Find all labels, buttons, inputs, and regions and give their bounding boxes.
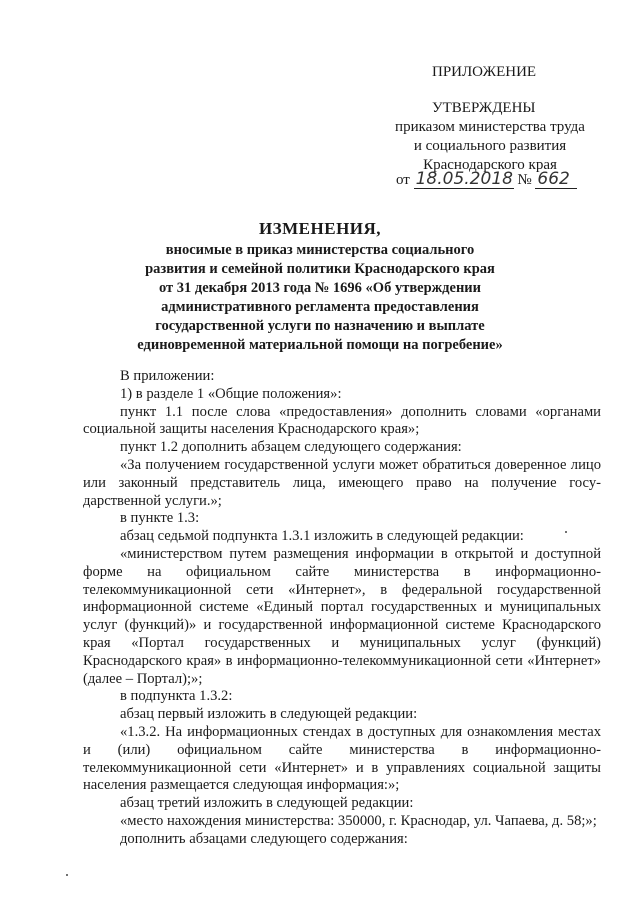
order-number-value: 662 (535, 170, 577, 189)
title-line-1: вносимые в приказ министерства социального (165, 242, 475, 258)
date-prefix: от (396, 172, 410, 188)
appendix-label: ПРИЛОЖЕНИЕ (432, 64, 537, 80)
paragraph: «министерством путем размещения информации в открытой и доступной форме на официальном сайте министерства в информационно-телекоммуникационной сети «Интернет», в федеральной государственной информационной системе «Единый портал государственных и муниципальных услуг (функций)» и государственной информационной системе Краснодарского края «Портал государственных и муниципальных услуг (функций) Краснодарского края» в информационно-телекоммуникационной сети «Интернет» (далее – Портал);»; (83, 545, 601, 687)
paragraph: в подпункта 1.3.2: (120, 688, 233, 705)
order-line-2: и социального развития (413, 138, 567, 154)
title-line-3: от 31 декабря 2013 года № 1696 «Об утверждении (158, 280, 482, 296)
title-line-2: развития и семейной политики Краснодарского края (145, 261, 495, 277)
title-line-5: государственной услуги по назначению и выплате (155, 318, 485, 334)
order-line-3: Краснодарского края (423, 157, 557, 173)
number-prefix: № (517, 172, 532, 188)
title-line-6: единовременной материальной помощи на погребение» (137, 337, 503, 353)
paragraph: абзац первый изложить в следующей редакции: (120, 706, 418, 723)
paragraph: в пункте 1.3: (120, 510, 200, 527)
paragraph: дополнить абзацами следующего содержания: (120, 830, 408, 847)
paragraph: абзац третий изложить в следующей редакции: (120, 795, 414, 812)
paragraph: «место нахождения министерства: 350000, г. Краснодар, ул. Чапаева, д. 58;»; (120, 812, 597, 829)
order-date-row (396, 170, 577, 190)
paragraph: «1.3.2. На информационных стендах в доступных для ознакомления местах и (или) официальном сайте министерства в информационно-телекоммуникационной сети «Интернет» и в управлениях социальной защиты населения размещается следующая информация:»; (83, 723, 601, 794)
paragraph: абзац седьмой подпункта 1.3.1 изложить в следующей редакции: (120, 528, 524, 545)
paragraph: «За получением государственной услуги может обратиться доверенное лицо или законный представитель лица, имеющего право на получение госу-дарственной услуги.»; (83, 456, 601, 509)
document-title: ИЗМЕНЕНИЯ, (258, 219, 382, 238)
title-line-4: административного регламента предоставления (161, 299, 479, 315)
order-line-1: приказом министерства труда (395, 119, 585, 135)
paragraph: пункт 1.2 дополнить абзацем следующего содержания: (120, 439, 462, 456)
approved-label: УТВЕРЖДЕНЫ (432, 100, 536, 116)
document-body (83, 368, 601, 849)
paragraph: В приложении: (120, 368, 215, 384)
scan-speck (565, 531, 567, 533)
paragraph: пункт 1.1 после слова «предоставления» дополнить словами «органами социальной защиты населения Краснодарского края»; (83, 403, 601, 438)
order-date-value: 18.05.2018 (415, 169, 513, 189)
scan-speck (66, 874, 68, 876)
paragraph: 1) в разделе 1 «Общие положения»: (120, 385, 342, 402)
